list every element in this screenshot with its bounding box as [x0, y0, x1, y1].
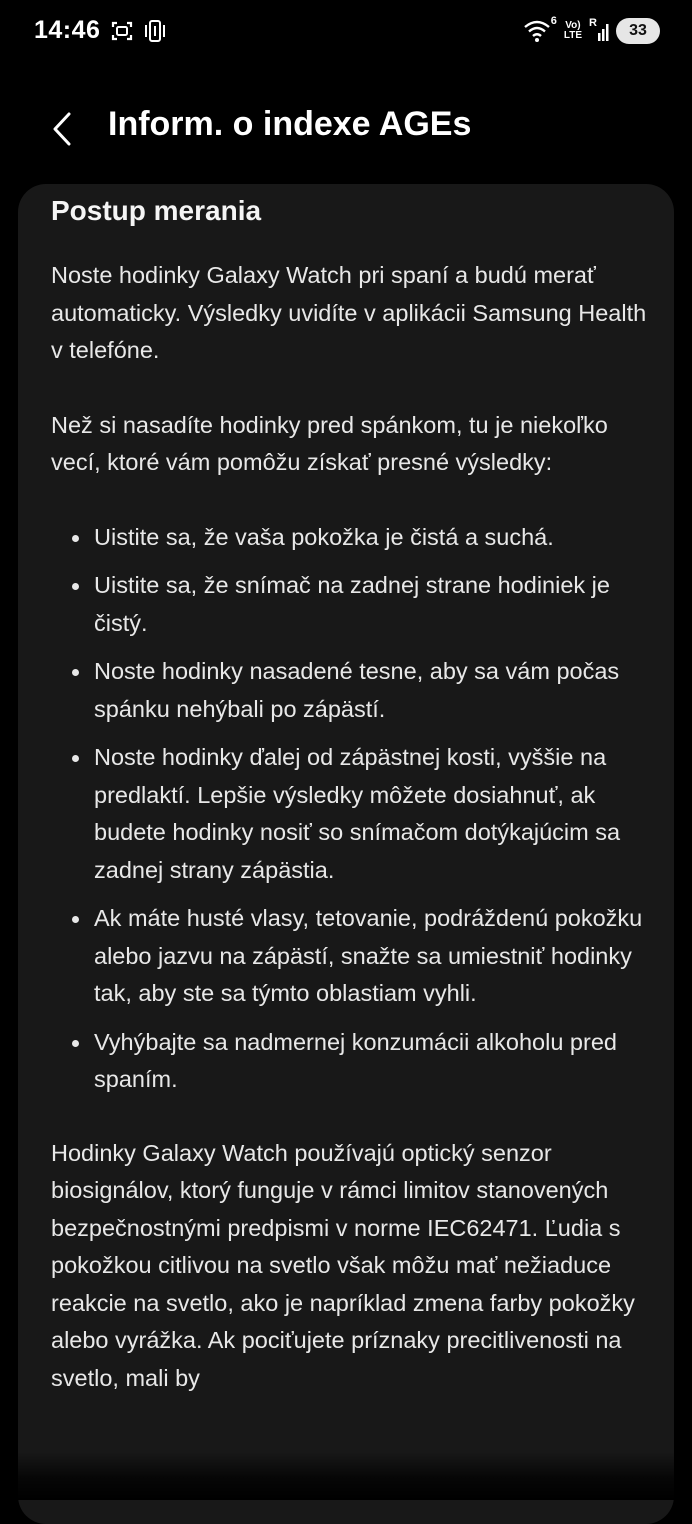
- screenshot-icon: [110, 19, 134, 48]
- back-button[interactable]: [42, 106, 82, 152]
- content-card: [18, 184, 674, 1524]
- tips-intro-paragraph: Než si nasadíte hodinky pred spánkom, tu je niekoľko vecí, ktoré vám pomôžu získať presné výsledky:: [51, 411, 608, 475]
- tip-text: Vyhýbajte sa nadmernej konzumácii alkoholu pred spaním.: [94, 1028, 617, 1092]
- list-item: [51, 900, 655, 1013]
- page-title: Inform. o indexe AGEs: [108, 105, 472, 143]
- wifi-label: 6: [550, 15, 557, 27]
- list-item: [51, 653, 655, 728]
- bullet-dot: [72, 755, 79, 762]
- vibrate-icon: [142, 19, 168, 48]
- signal-roaming-icon: [589, 19, 609, 43]
- signal-label: R: [589, 17, 597, 29]
- status-bar: [0, 0, 692, 66]
- bullet-dot: [72, 1040, 79, 1047]
- volte-icon: [564, 21, 582, 41]
- card-content: [51, 192, 655, 1434]
- volte-label-bottom: LTE: [563, 30, 582, 41]
- volte-label-top: Vo): [565, 20, 581, 31]
- tip-text: Uistite sa, že snímač na zadnej strane hodiniek je čistý.: [94, 572, 610, 636]
- bullet-dot: [72, 669, 79, 676]
- status-left-icons: [110, 19, 168, 48]
- battery-indicator: 33: [616, 18, 660, 44]
- chevron-left-icon: [50, 111, 74, 147]
- status-right-icons: [523, 15, 660, 44]
- bullet-dot: [72, 916, 79, 923]
- bullet-dot: [72, 583, 79, 590]
- intro-paragraph: Noste hodinky Galaxy Watch pri spaní a budú merať automaticky. Výsledky uvidíte v aplikácii Samsung Health v telefóne.: [51, 262, 647, 363]
- section-title: Postup merania: [51, 195, 262, 226]
- list-item: [51, 1024, 655, 1099]
- tip-text: Uistite sa, že vaša pokožka je čistá a suchá.: [94, 523, 554, 550]
- app-header: [0, 96, 692, 162]
- list-item: [51, 567, 655, 642]
- tip-text: Ak máte husté vlasy, tetovanie, podráždenú pokožku alebo jazvu na zápästí, snažte sa umiestniť hodinky tak, aby ste sa týmto oblastiam vyhli.: [94, 905, 643, 1006]
- bullet-dot: [72, 535, 79, 542]
- sensor-paragraph: Hodinky Galaxy Watch používajú optický senzor biosignálov, ktorý funguje v rámci limitov stanovených bezpečnostnými predpismi v norme IEC62471. Ľudia s pokožkou citlivou na svetlo však môžu mať nežiaduce reakcie na svetlo, ako je napríklad zmena farby pokožky alebo vyrážka. Ak pociťujete príznaky precitlivenosti na svetlo, mali by: [51, 1139, 635, 1391]
- tip-text: Noste hodinky ďalej od zápästnej kosti, vyššie na predlaktí. Lepšie výsledky môžete dosiahnuť, ak budete hodinky nosiť so snímačom dotýkajúcim sa zadnej strany zápästia.: [94, 744, 621, 883]
- wifi-6-icon: [523, 15, 557, 44]
- list-item: [51, 519, 655, 557]
- status-time: 14:46: [34, 16, 101, 44]
- tips-list: [51, 519, 655, 1099]
- list-item: [51, 739, 655, 889]
- tip-text: Noste hodinky nasadené tesne, aby sa vám počas spánku nehýbali po zápästí.: [94, 658, 620, 722]
